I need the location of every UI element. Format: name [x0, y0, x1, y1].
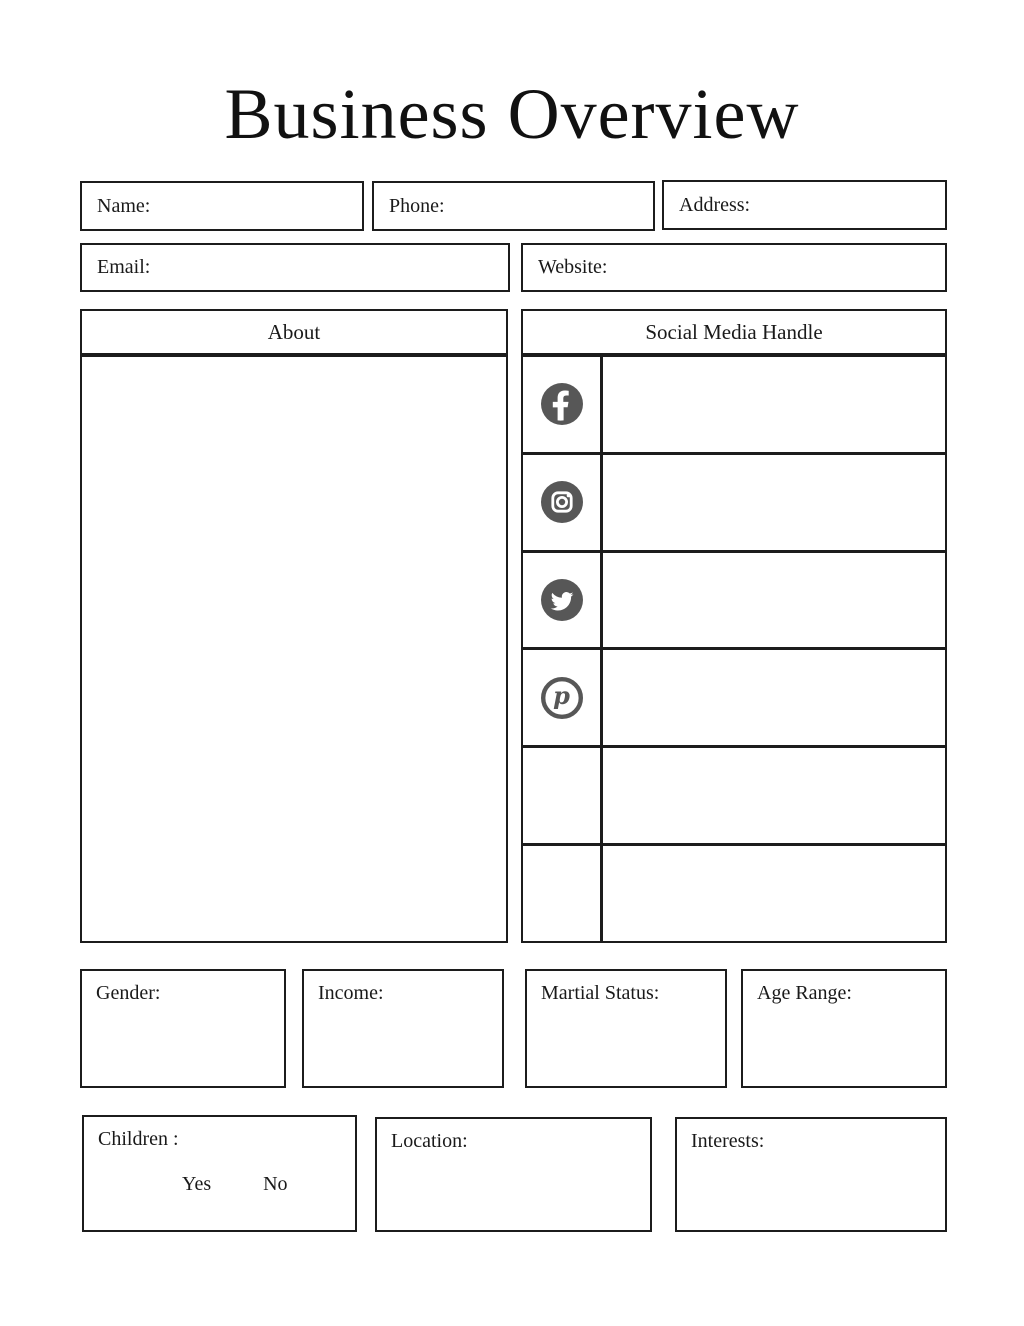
pinterest-handle-field[interactable] [603, 650, 945, 745]
phone-label: Phone: [389, 194, 445, 217]
age-range-label: Age Range: [757, 982, 852, 1004]
about-header [80, 309, 508, 355]
interests-label: Interests: [691, 1130, 765, 1152]
address-label: Address: [679, 193, 751, 216]
marital-status-label: Martial Status: [541, 982, 660, 1004]
gender-field[interactable] [80, 969, 286, 1088]
gender-label: Gender: [96, 982, 161, 1004]
blank-icon-cell-2 [523, 846, 603, 941]
blank-icon-cell-1 [523, 748, 603, 843]
social-row-blank-2 [523, 846, 945, 941]
social-row-instagram [523, 455, 945, 553]
social-row-blank-1 [523, 748, 945, 846]
instagram-handle-field[interactable] [603, 455, 945, 550]
website-field[interactable] [521, 243, 947, 292]
social-media-header-label: Social Media Handle [645, 319, 823, 344]
location-label: Location: [391, 1130, 468, 1152]
twitter-icon-cell [523, 553, 603, 648]
social-row-facebook [523, 357, 945, 455]
marital-status-field[interactable] [525, 969, 727, 1088]
age-range-field[interactable] [741, 969, 947, 1088]
children-option-yes[interactable]: Yes [182, 1173, 212, 1195]
twitter-handle-field[interactable] [603, 553, 945, 648]
blank-handle-field-1[interactable] [603, 748, 945, 843]
interests-field[interactable] [675, 1117, 947, 1232]
children-options [84, 1173, 355, 1196]
name-field[interactable] [80, 181, 364, 231]
pinterest-icon [538, 674, 586, 722]
social-media-table [521, 355, 947, 943]
income-field[interactable] [302, 969, 504, 1088]
website-label: Website: [538, 256, 608, 278]
children-field[interactable] [82, 1115, 357, 1232]
email-label: Email: [97, 256, 151, 278]
children-option-no[interactable]: No [263, 1173, 288, 1195]
instagram-icon [538, 478, 586, 526]
facebook-handle-field[interactable] [603, 357, 945, 452]
address-field[interactable] [662, 180, 947, 230]
facebook-icon [538, 380, 586, 428]
pinterest-icon-cell [523, 650, 603, 745]
income-label: Income: [318, 982, 384, 1004]
svg-text:p: p [552, 680, 570, 710]
location-field[interactable] [375, 1117, 652, 1232]
twitter-icon [538, 576, 586, 624]
facebook-icon-cell [523, 357, 603, 452]
page-title: Business Overview [224, 74, 800, 154]
blank-handle-field-2[interactable] [603, 846, 945, 941]
children-label: Children : [98, 1128, 179, 1150]
name-label: Name: [97, 194, 151, 217]
social-row-twitter [523, 553, 945, 651]
about-header-label: About [267, 319, 321, 344]
instagram-icon-cell [523, 455, 603, 550]
phone-field[interactable] [372, 181, 655, 231]
email-field[interactable] [80, 243, 510, 292]
social-media-header [521, 309, 947, 355]
social-row-pinterest [523, 650, 945, 748]
about-body-field[interactable] [80, 355, 508, 943]
